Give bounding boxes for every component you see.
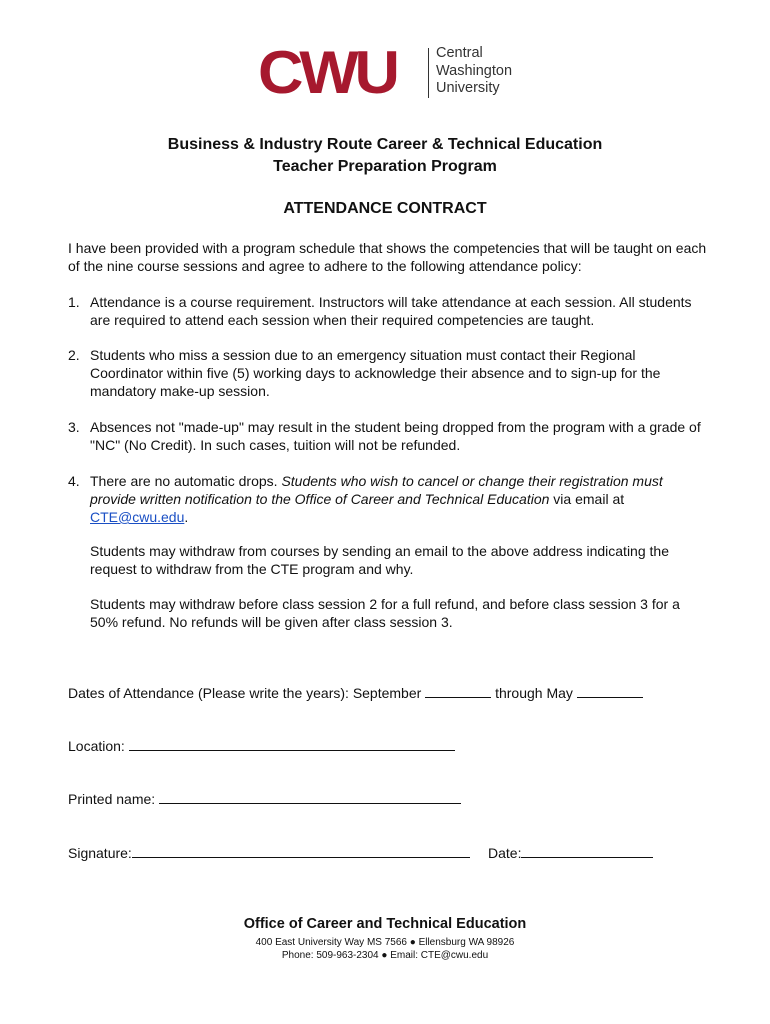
refund-paragraph: Students may withdraw before class session 2 for a full refund, and before class session 3 for a 50% refund. No refunds will be given after class session 3. — [90, 596, 680, 630]
through-label: through May — [495, 685, 573, 701]
item-text-end: . — [184, 509, 189, 525]
item-text-after: via email at — [549, 491, 625, 507]
item-text — [90, 472, 708, 526]
location-label: Location: — [68, 738, 125, 754]
item-text-italic: Students who wish to cancel or change their registration must provide written notification to the Office of Career and Technical Education — [90, 473, 663, 507]
item-number: 4. — [68, 473, 80, 489]
printed-name-field[interactable] — [159, 790, 461, 804]
logo-name-line: University — [436, 80, 500, 96]
printed-name-row — [68, 790, 461, 808]
document-title: ATTENDANCE CONTRACT — [283, 200, 487, 217]
signature-field[interactable] — [132, 844, 470, 858]
dates-of-attendance-row — [68, 684, 643, 702]
policy-item — [68, 472, 708, 526]
date-field[interactable] — [521, 844, 653, 858]
logo-name-line: Central — [436, 45, 483, 61]
policy-item — [68, 346, 708, 400]
policy-item — [68, 418, 708, 454]
footer-address: 400 East University Way MS 7566 ● Ellensburg WA 98926 — [255, 937, 515, 948]
location-row — [68, 737, 455, 755]
date-group — [488, 844, 653, 862]
footer-contact: Phone: 509-963-2304 ● Email: CTE@cwu.edu — [281, 950, 489, 961]
item-number: 3. — [68, 419, 80, 435]
signature-row — [68, 844, 522, 862]
item-text: Students who miss a session due to an emergency situation must contact their Regional Coordinator within five (5) working days to acknowledge their absence and to sign-up for the mandatory make-up session. — [90, 347, 661, 399]
item-number: 1. — [68, 294, 80, 310]
may-year-field[interactable] — [577, 684, 643, 698]
item-text: Attendance is a course requirement. Instructors will take attendance at each session. All students are required to attend each session when their required competencies are taught. — [90, 294, 692, 328]
logo-mark: CWU — [258, 39, 396, 106]
withdraw-paragraph: Students may withdraw from courses by sending an email to the above address indicating the request to withdraw from the CTE program and why. — [90, 543, 669, 577]
location-field[interactable] — [129, 737, 455, 751]
september-year-field[interactable] — [425, 684, 491, 698]
cwu-logo — [258, 39, 520, 106]
logo-divider — [428, 48, 429, 98]
date-label: Date: — [488, 845, 522, 861]
item-text-plain: There are no automatic drops. — [90, 473, 282, 489]
item-number: 2. — [68, 347, 80, 363]
item-text: Absences not "made-up" may result in the student being dropped from the program with a grade of "NC" (No Credit). In such cases, tuition will not be refunded. — [90, 419, 701, 453]
program-subtitle: Teacher Preparation Program — [273, 158, 497, 175]
logo-name-line: Washington — [436, 62, 513, 79]
dates-label: Dates of Attendance (Please write the years): September — [68, 685, 422, 701]
footer-office-name: Office of Career and Technical Education — [243, 916, 527, 932]
logo-university-name — [436, 45, 512, 98]
email-link[interactable]: CTE@cwu.edu — [90, 509, 185, 525]
printed-name-label: Printed name: — [68, 791, 156, 807]
policy-item — [68, 293, 708, 329]
intro-paragraph: I have been provided with a program schedule that shows the competencies that will be taught on each of the nine course sessions and agree to adhere to the following attendance policy: — [68, 240, 707, 274]
program-title: Business & Industry Route Career & Technical Education — [167, 136, 603, 153]
signature-label: Signature: — [68, 845, 132, 861]
